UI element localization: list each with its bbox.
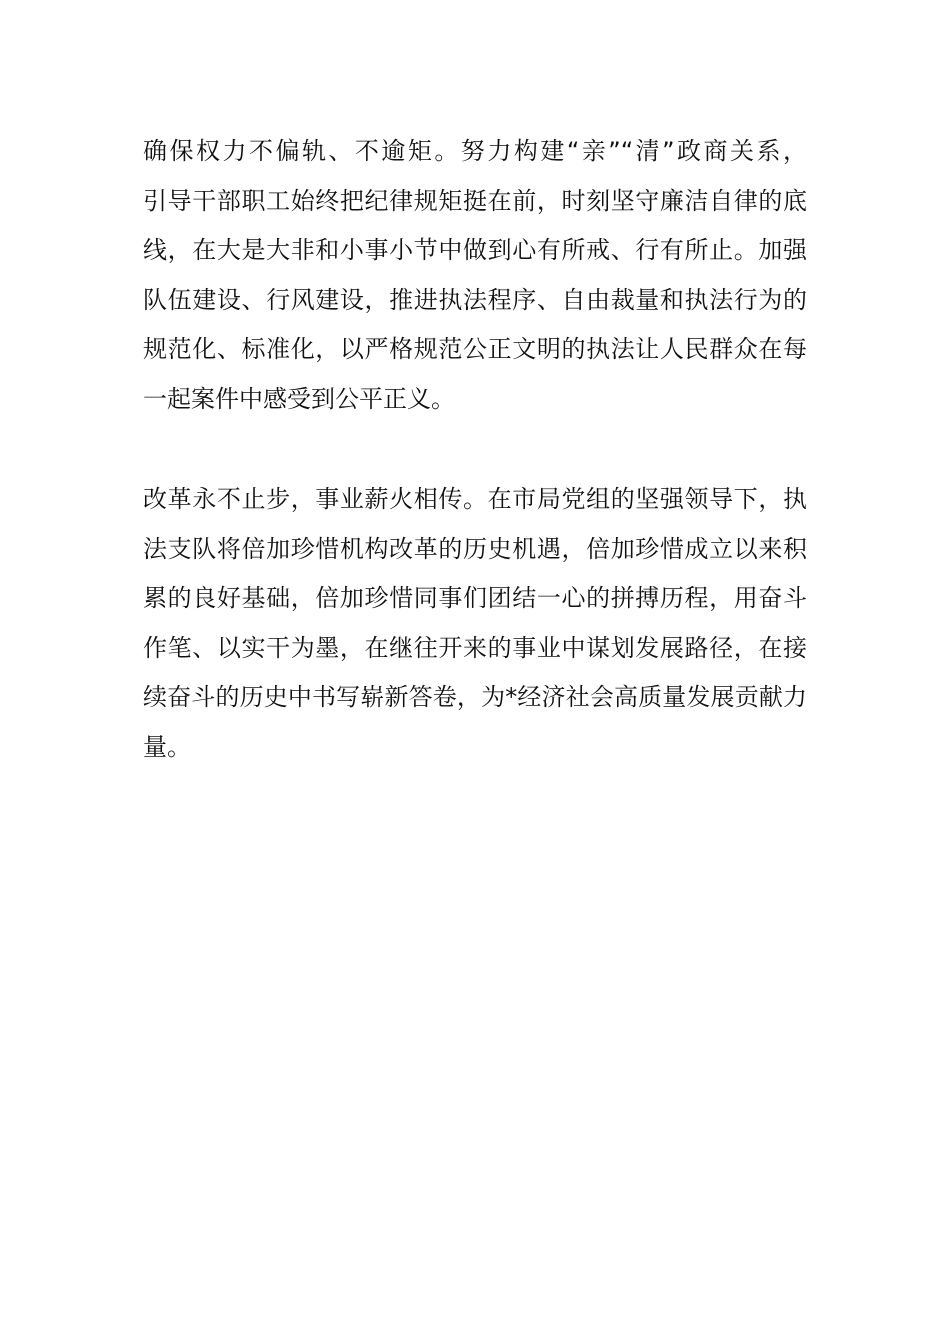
paragraph-line: 累的良好基础，倍加珍惜同事们团结一心的拼搏历程，用奋斗 xyxy=(143,584,807,612)
paragraph-line: 改革永不止步，事业薪火相传。在市局党组的坚强领导下，执 xyxy=(143,485,807,513)
paragraph-line: 续奋斗的历史中书写崭新答卷，为*经济社会高质量发展贡献力 xyxy=(143,683,807,711)
paragraph-line: 引导干部职工始终把纪律规矩挺在前，时刻坚守廉洁自律的底 xyxy=(143,186,807,215)
paragraph-line: 队伍建设、行风建设，推进执法程序、自由裁量和执法行为的 xyxy=(143,285,807,314)
paragraph-line: 确保权力不偏轨、不逾矩。努力构建“亲”“清”政商关系， xyxy=(143,137,807,165)
paragraph-line: 规范化、标准化，以严格规范公正文明的执法让人民群众在每 xyxy=(143,335,807,363)
paragraph-line: 一起案件中感受到公平正义。 xyxy=(143,384,455,413)
paragraph-line: 法支队将倍加珍惜机构改革的历史机遇，倍加珍惜成立以来积 xyxy=(143,534,807,563)
paragraph-line: 作笔、以实干为墨，在继往开来的事业中谋划发展路径，在接 xyxy=(143,633,807,662)
paragraph-line: 量。 xyxy=(143,732,191,761)
paragraph-1 xyxy=(143,127,807,424)
paragraph-2 xyxy=(143,475,807,772)
paragraph-line: 线，在大是大非和小事小节中做到心有所戒、行有所止。加强 xyxy=(143,236,807,264)
